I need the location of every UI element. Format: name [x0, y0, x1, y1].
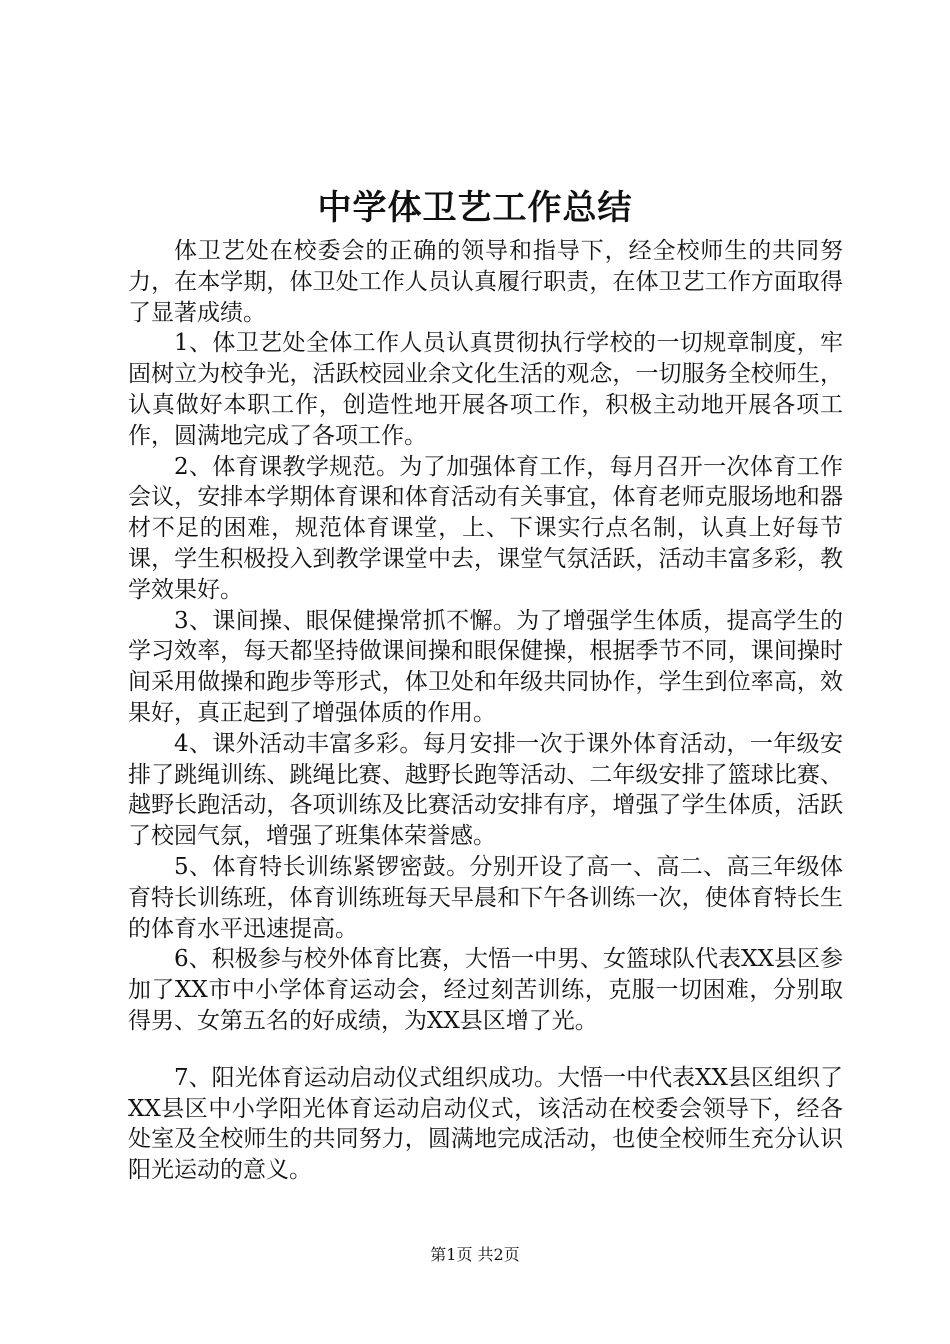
paragraph-item-2: 2、体育课教学规范。为了加强体育工作，每月召开一次体育工作会议，安排本学期体育课和体育活动有关事宜，体育老师克服场地和器材不足的困难，规范体育课堂，上、下课实行点名制，认真上好每节课，学生积极投入到教学课堂中去，课堂气氛活跃，活动丰富多彩，教学效果好。	[128, 453, 843, 603]
paragraph-intro: 体卫艺处在校委会的正确的领导和指导下，经全校师生的共同努力，在本学期，体卫处工作人员认真履行职责，在体卫艺工作方面取得了显著成绩。	[128, 238, 843, 326]
document-body	[128, 236, 843, 1186]
document-title: 中学体卫艺工作总结	[317, 188, 633, 228]
paragraph-item-3: 3、课间操、眼保健操常抓不懈。为了增强学生体质，提高学生的学习效率，每天都坚持做课间操和眼保健操，根据季节不同，课间操时间采用做操和跑步等形式，体卫处和年级共同协作，学生到位率高，效果好，真正起到了增强体质的作用。	[128, 607, 843, 726]
paragraph-item-7: 7、阳光体育运动启动仪式组织成功。大悟一中代表XX县区组织了XX县区中小学阳光体育运动启动仪式，该活动在校委会领导下，经各处室及全校师生的共同努力，圆满地完成活动，也使全校师生充分认识阳光运动的意义。	[128, 1064, 843, 1184]
paragraph-item-6: 6、积极参与校外体育比赛，大悟一中男、女篮球队代表XX县区参加了XX市中小学体育运动会，经过刻苦训练，克服一切困难，分别取得男、女第五名的好成绩，为XX县区增了光。	[128, 946, 843, 1034]
paragraph-item-4: 4、课外活动丰富多彩。每月安排一次于课外体育活动，一年级安排了跳绳训练、跳绳比赛、越野长跑等活动、二年级安排了篮球比赛、越野长跑活动，各项训练及比赛活动安排有序，增强了学生体质，活跃了校园气氛，增强了班集体荣誉感。	[128, 730, 843, 850]
paragraph-item-5: 5、体育特长训练紧锣密鼓。分别开设了高一、高二、高三年级体育特长训练班，体育训练班每天早晨和下午各训练一次，使体育特长生的体育水平迅速提高。	[128, 853, 843, 942]
page-number-footer: 第1页 共2页	[430, 1245, 520, 1264]
paragraph-item-1: 1、体卫艺处全体工作人员认真贯彻执行学校的一切规章制度，牢固树立为校争光，活跃校园业余文化生活的观念，一切服务全校师生，认真做好本职工作，创造性地开展各项工作，积极主动地开展各项工作，圆满地完成了各项工作。	[128, 330, 843, 449]
